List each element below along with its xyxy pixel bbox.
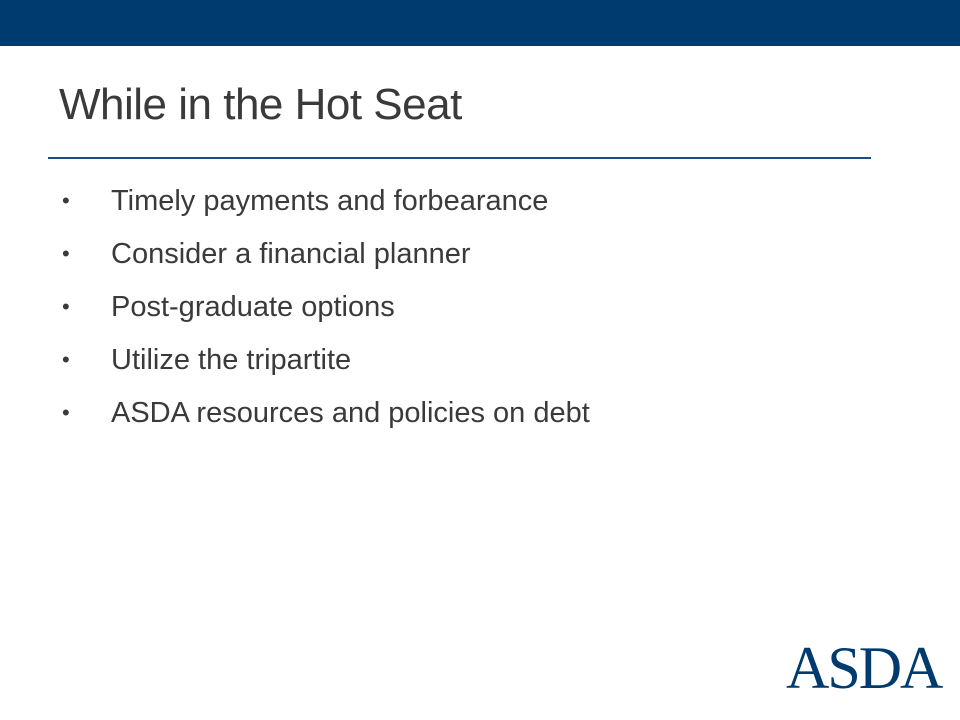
bullet-icon: •: [62, 188, 70, 213]
bullet-text: Timely payments and forbearance: [111, 185, 549, 217]
bullet-text: Consider a financial planner: [111, 238, 471, 270]
bullet-icon: •: [62, 241, 70, 266]
logo-wordmark: ASDA: [786, 635, 942, 701]
bullet-icon: •: [62, 347, 70, 372]
title-divider: [48, 157, 871, 159]
bullet-text: Post-graduate options: [111, 291, 395, 323]
top-banner: [0, 0, 960, 46]
bullet-icon: •: [62, 294, 70, 319]
bullet-text: ASDA resources and policies on debt: [111, 397, 590, 429]
slide-title: While in the Hot Seat: [59, 80, 462, 129]
asda-logo-icon: [786, 626, 942, 710]
bullet-icon: •: [62, 400, 70, 425]
bullet-text: Utilize the tripartite: [111, 344, 352, 376]
